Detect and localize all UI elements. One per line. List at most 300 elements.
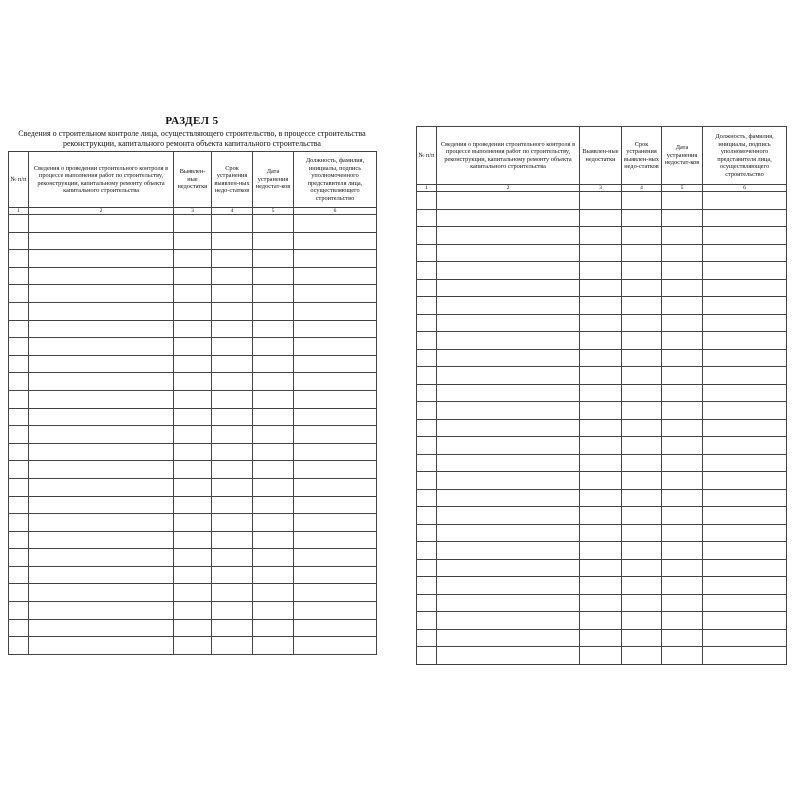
table-cell[interactable] — [580, 629, 622, 647]
table-cell[interactable] — [253, 267, 294, 285]
table-cell[interactable] — [417, 437, 437, 455]
table-cell[interactable] — [622, 367, 662, 385]
table-cell[interactable] — [174, 549, 212, 567]
table-cell[interactable] — [662, 297, 703, 315]
table-cell[interactable] — [703, 349, 787, 367]
table-cell[interactable] — [580, 472, 622, 490]
table-cell[interactable] — [437, 332, 580, 350]
table-cell[interactable] — [437, 419, 580, 437]
table-cell[interactable] — [29, 478, 174, 496]
table-cell[interactable] — [294, 285, 377, 303]
table-cell[interactable] — [437, 629, 580, 647]
table-cell[interactable] — [29, 408, 174, 426]
table-cell[interactable] — [662, 332, 703, 350]
table-cell[interactable] — [29, 619, 174, 637]
table-cell[interactable] — [294, 496, 377, 514]
table-cell[interactable] — [253, 250, 294, 268]
table-cell[interactable] — [622, 332, 662, 350]
table-cell[interactable] — [253, 320, 294, 338]
table-cell[interactable] — [9, 320, 29, 338]
table-cell[interactable] — [212, 619, 253, 637]
table-cell[interactable] — [417, 507, 437, 525]
table-cell[interactable] — [703, 227, 787, 245]
table-cell[interactable] — [212, 584, 253, 602]
table-cell[interactable] — [174, 566, 212, 584]
table-cell[interactable] — [294, 390, 377, 408]
table-cell[interactable] — [294, 267, 377, 285]
table-cell[interactable] — [174, 531, 212, 549]
table-cell[interactable] — [437, 594, 580, 612]
table-cell[interactable] — [437, 612, 580, 630]
table-cell[interactable] — [662, 227, 703, 245]
table-cell[interactable] — [703, 209, 787, 227]
table-cell[interactable] — [417, 192, 437, 210]
table-cell[interactable] — [29, 285, 174, 303]
table-cell[interactable] — [174, 408, 212, 426]
table-cell[interactable] — [662, 454, 703, 472]
table-cell[interactable] — [174, 250, 212, 268]
table-cell[interactable] — [29, 267, 174, 285]
table-cell[interactable] — [212, 267, 253, 285]
table-cell[interactable] — [212, 285, 253, 303]
table-cell[interactable] — [622, 192, 662, 210]
table-cell[interactable] — [662, 314, 703, 332]
table-cell[interactable] — [580, 419, 622, 437]
table-cell[interactable] — [253, 302, 294, 320]
table-cell[interactable] — [622, 402, 662, 420]
table-cell[interactable] — [622, 297, 662, 315]
table-cell[interactable] — [622, 524, 662, 542]
table-cell[interactable] — [417, 314, 437, 332]
table-cell[interactable] — [253, 390, 294, 408]
table-cell[interactable] — [622, 454, 662, 472]
table-cell[interactable] — [294, 584, 377, 602]
table-cell[interactable] — [174, 285, 212, 303]
table-cell[interactable] — [417, 577, 437, 595]
table-cell[interactable] — [174, 619, 212, 637]
table-cell[interactable] — [703, 647, 787, 665]
table-cell[interactable] — [437, 489, 580, 507]
table-cell[interactable] — [662, 402, 703, 420]
table-cell[interactable] — [703, 559, 787, 577]
table-cell[interactable] — [253, 408, 294, 426]
table-cell[interactable] — [662, 524, 703, 542]
table-cell[interactable] — [703, 192, 787, 210]
table-cell[interactable] — [703, 332, 787, 350]
table-cell[interactable] — [417, 262, 437, 280]
table-cell[interactable] — [294, 215, 377, 233]
table-cell[interactable] — [622, 489, 662, 507]
table-cell[interactable] — [9, 373, 29, 391]
table-cell[interactable] — [437, 454, 580, 472]
table-cell[interactable] — [294, 302, 377, 320]
table-cell[interactable] — [253, 496, 294, 514]
table-cell[interactable] — [9, 338, 29, 356]
table-cell[interactable] — [174, 496, 212, 514]
table-cell[interactable] — [417, 647, 437, 665]
table-cell[interactable] — [437, 192, 580, 210]
table-cell[interactable] — [703, 524, 787, 542]
table-cell[interactable] — [294, 602, 377, 620]
table-cell[interactable] — [580, 454, 622, 472]
table-cell[interactable] — [437, 244, 580, 262]
table-cell[interactable] — [29, 426, 174, 444]
table-cell[interactable] — [622, 629, 662, 647]
table-cell[interactable] — [212, 232, 253, 250]
table-cell[interactable] — [29, 531, 174, 549]
table-cell[interactable] — [580, 332, 622, 350]
table-cell[interactable] — [703, 612, 787, 630]
table-cell[interactable] — [253, 637, 294, 655]
table-cell[interactable] — [580, 594, 622, 612]
table-cell[interactable] — [437, 209, 580, 227]
table-cell[interactable] — [294, 232, 377, 250]
table-cell[interactable] — [174, 302, 212, 320]
table-cell[interactable] — [9, 584, 29, 602]
table-cell[interactable] — [662, 349, 703, 367]
table-cell[interactable] — [9, 250, 29, 268]
table-cell[interactable] — [662, 629, 703, 647]
table-cell[interactable] — [703, 314, 787, 332]
table-cell[interactable] — [622, 279, 662, 297]
table-cell[interactable] — [622, 437, 662, 455]
table-cell[interactable] — [622, 594, 662, 612]
table-cell[interactable] — [29, 566, 174, 584]
table-cell[interactable] — [622, 227, 662, 245]
table-cell[interactable] — [29, 390, 174, 408]
table-cell[interactable] — [580, 507, 622, 525]
table-cell[interactable] — [294, 320, 377, 338]
table-cell[interactable] — [662, 489, 703, 507]
table-cell[interactable] — [294, 250, 377, 268]
table-cell[interactable] — [703, 384, 787, 402]
table-cell[interactable] — [703, 262, 787, 280]
table-cell[interactable] — [29, 461, 174, 479]
table-cell[interactable] — [253, 285, 294, 303]
table-cell[interactable] — [703, 507, 787, 525]
table-cell[interactable] — [294, 443, 377, 461]
table-cell[interactable] — [212, 549, 253, 567]
table-cell[interactable] — [29, 496, 174, 514]
table-cell[interactable] — [437, 262, 580, 280]
table-cell[interactable] — [417, 349, 437, 367]
table-cell[interactable] — [9, 232, 29, 250]
table-cell[interactable] — [437, 279, 580, 297]
table-cell[interactable] — [174, 602, 212, 620]
table-cell[interactable] — [622, 612, 662, 630]
table-cell[interactable] — [9, 619, 29, 637]
table-cell[interactable] — [703, 297, 787, 315]
table-cell[interactable] — [417, 489, 437, 507]
table-cell[interactable] — [9, 514, 29, 532]
table-cell[interactable] — [174, 443, 212, 461]
table-cell[interactable] — [212, 373, 253, 391]
table-cell[interactable] — [580, 524, 622, 542]
table-cell[interactable] — [437, 577, 580, 595]
table-cell[interactable] — [212, 478, 253, 496]
table-cell[interactable] — [437, 314, 580, 332]
table-cell[interactable] — [253, 426, 294, 444]
table-cell[interactable] — [253, 338, 294, 356]
table-cell[interactable] — [253, 602, 294, 620]
table-cell[interactable] — [294, 531, 377, 549]
table-cell[interactable] — [174, 426, 212, 444]
table-cell[interactable] — [662, 437, 703, 455]
table-cell[interactable] — [703, 419, 787, 437]
table-cell[interactable] — [253, 355, 294, 373]
table-cell[interactable] — [9, 566, 29, 584]
table-cell[interactable] — [417, 419, 437, 437]
table-cell[interactable] — [9, 602, 29, 620]
table-cell[interactable] — [9, 390, 29, 408]
table-cell[interactable] — [622, 559, 662, 577]
table-cell[interactable] — [662, 612, 703, 630]
table-cell[interactable] — [212, 338, 253, 356]
table-cell[interactable] — [662, 647, 703, 665]
table-cell[interactable] — [253, 531, 294, 549]
table-cell[interactable] — [417, 227, 437, 245]
table-cell[interactable] — [703, 279, 787, 297]
table-cell[interactable] — [9, 496, 29, 514]
table-cell[interactable] — [174, 584, 212, 602]
table-cell[interactable] — [622, 384, 662, 402]
table-cell[interactable] — [437, 437, 580, 455]
table-cell[interactable] — [212, 496, 253, 514]
table-cell[interactable] — [662, 472, 703, 490]
table-cell[interactable] — [294, 514, 377, 532]
table-cell[interactable] — [174, 514, 212, 532]
table-cell[interactable] — [294, 355, 377, 373]
table-cell[interactable] — [29, 514, 174, 532]
table-cell[interactable] — [662, 244, 703, 262]
table-cell[interactable] — [580, 489, 622, 507]
table-cell[interactable] — [9, 302, 29, 320]
table-cell[interactable] — [29, 215, 174, 233]
table-cell[interactable] — [29, 584, 174, 602]
table-cell[interactable] — [417, 454, 437, 472]
table-cell[interactable] — [29, 302, 174, 320]
table-cell[interactable] — [703, 472, 787, 490]
table-cell[interactable] — [622, 349, 662, 367]
table-cell[interactable] — [703, 629, 787, 647]
table-cell[interactable] — [212, 320, 253, 338]
table-cell[interactable] — [580, 297, 622, 315]
table-cell[interactable] — [294, 461, 377, 479]
table-cell[interactable] — [703, 244, 787, 262]
table-cell[interactable] — [174, 461, 212, 479]
table-cell[interactable] — [622, 314, 662, 332]
table-cell[interactable] — [29, 320, 174, 338]
table-cell[interactable] — [580, 262, 622, 280]
table-cell[interactable] — [580, 209, 622, 227]
table-cell[interactable] — [622, 507, 662, 525]
table-cell[interactable] — [437, 349, 580, 367]
table-cell[interactable] — [174, 355, 212, 373]
table-cell[interactable] — [580, 349, 622, 367]
table-cell[interactable] — [580, 367, 622, 385]
table-cell[interactable] — [29, 637, 174, 655]
table-cell[interactable] — [174, 637, 212, 655]
table-cell[interactable] — [417, 472, 437, 490]
table-cell[interactable] — [9, 426, 29, 444]
table-cell[interactable] — [417, 279, 437, 297]
table-cell[interactable] — [29, 338, 174, 356]
table-cell[interactable] — [253, 566, 294, 584]
table-cell[interactable] — [417, 367, 437, 385]
table-cell[interactable] — [174, 373, 212, 391]
table-cell[interactable] — [580, 244, 622, 262]
table-cell[interactable] — [417, 332, 437, 350]
table-cell[interactable] — [9, 461, 29, 479]
table-cell[interactable] — [437, 367, 580, 385]
table-cell[interactable] — [662, 594, 703, 612]
table-cell[interactable] — [417, 629, 437, 647]
table-cell[interactable] — [29, 602, 174, 620]
table-cell[interactable] — [662, 279, 703, 297]
table-cell[interactable] — [662, 559, 703, 577]
table-cell[interactable] — [253, 373, 294, 391]
table-cell[interactable] — [417, 244, 437, 262]
table-cell[interactable] — [417, 209, 437, 227]
table-cell[interactable] — [622, 262, 662, 280]
table-cell[interactable] — [703, 454, 787, 472]
table-cell[interactable] — [580, 559, 622, 577]
table-cell[interactable] — [294, 566, 377, 584]
table-cell[interactable] — [29, 355, 174, 373]
table-cell[interactable] — [417, 297, 437, 315]
table-cell[interactable] — [622, 472, 662, 490]
table-cell[interactable] — [294, 408, 377, 426]
table-cell[interactable] — [417, 542, 437, 560]
table-cell[interactable] — [174, 232, 212, 250]
table-cell[interactable] — [253, 232, 294, 250]
table-cell[interactable] — [9, 215, 29, 233]
table-cell[interactable] — [580, 577, 622, 595]
table-cell[interactable] — [253, 514, 294, 532]
table-cell[interactable] — [662, 507, 703, 525]
table-cell[interactable] — [703, 489, 787, 507]
table-cell[interactable] — [174, 215, 212, 233]
table-cell[interactable] — [9, 355, 29, 373]
table-cell[interactable] — [437, 542, 580, 560]
table-cell[interactable] — [212, 355, 253, 373]
table-cell[interactable] — [662, 577, 703, 595]
table-cell[interactable] — [580, 647, 622, 665]
table-cell[interactable] — [580, 227, 622, 245]
table-cell[interactable] — [9, 443, 29, 461]
table-cell[interactable] — [622, 244, 662, 262]
table-cell[interactable] — [580, 437, 622, 455]
table-cell[interactable] — [9, 408, 29, 426]
table-cell[interactable] — [212, 637, 253, 655]
table-cell[interactable] — [212, 443, 253, 461]
table-cell[interactable] — [437, 297, 580, 315]
table-cell[interactable] — [174, 478, 212, 496]
table-cell[interactable] — [417, 612, 437, 630]
table-cell[interactable] — [580, 612, 622, 630]
table-cell[interactable] — [662, 262, 703, 280]
table-cell[interactable] — [662, 209, 703, 227]
table-cell[interactable] — [622, 647, 662, 665]
table-cell[interactable] — [9, 478, 29, 496]
table-cell[interactable] — [294, 549, 377, 567]
table-cell[interactable] — [437, 227, 580, 245]
table-cell[interactable] — [9, 285, 29, 303]
table-cell[interactable] — [580, 314, 622, 332]
table-cell[interactable] — [29, 549, 174, 567]
table-cell[interactable] — [253, 549, 294, 567]
table-cell[interactable] — [662, 367, 703, 385]
table-cell[interactable] — [703, 542, 787, 560]
table-cell[interactable] — [417, 402, 437, 420]
table-cell[interactable] — [294, 338, 377, 356]
table-cell[interactable] — [29, 250, 174, 268]
table-cell[interactable] — [662, 384, 703, 402]
table-cell[interactable] — [622, 577, 662, 595]
table-cell[interactable] — [212, 566, 253, 584]
table-cell[interactable] — [580, 542, 622, 560]
table-cell[interactable] — [212, 514, 253, 532]
table-cell[interactable] — [437, 402, 580, 420]
table-cell[interactable] — [294, 637, 377, 655]
table-cell[interactable] — [437, 647, 580, 665]
table-cell[interactable] — [417, 594, 437, 612]
table-cell[interactable] — [174, 338, 212, 356]
table-cell[interactable] — [253, 461, 294, 479]
table-cell[interactable] — [437, 559, 580, 577]
table-cell[interactable] — [212, 408, 253, 426]
table-cell[interactable] — [212, 390, 253, 408]
table-cell[interactable] — [9, 637, 29, 655]
table-cell[interactable] — [294, 426, 377, 444]
table-cell[interactable] — [29, 373, 174, 391]
table-cell[interactable] — [253, 478, 294, 496]
table-cell[interactable] — [580, 384, 622, 402]
table-cell[interactable] — [622, 542, 662, 560]
table-cell[interactable] — [29, 232, 174, 250]
table-cell[interactable] — [212, 602, 253, 620]
table-cell[interactable] — [622, 209, 662, 227]
table-cell[interactable] — [437, 472, 580, 490]
table-cell[interactable] — [212, 461, 253, 479]
table-cell[interactable] — [294, 619, 377, 637]
table-cell[interactable] — [174, 267, 212, 285]
table-cell[interactable] — [253, 584, 294, 602]
table-cell[interactable] — [417, 384, 437, 402]
table-cell[interactable] — [703, 437, 787, 455]
table-cell[interactable] — [174, 390, 212, 408]
table-cell[interactable] — [437, 524, 580, 542]
table-cell[interactable] — [212, 531, 253, 549]
table-cell[interactable] — [294, 478, 377, 496]
table-cell[interactable] — [703, 577, 787, 595]
table-cell[interactable] — [29, 443, 174, 461]
table-cell[interactable] — [622, 419, 662, 437]
table-cell[interactable] — [437, 507, 580, 525]
table-cell[interactable] — [662, 419, 703, 437]
table-cell[interactable] — [212, 302, 253, 320]
table-cell[interactable] — [9, 267, 29, 285]
table-cell[interactable] — [703, 367, 787, 385]
table-cell[interactable] — [212, 250, 253, 268]
table-cell[interactable] — [212, 215, 253, 233]
table-cell[interactable] — [580, 192, 622, 210]
table-cell[interactable] — [253, 619, 294, 637]
table-cell[interactable] — [437, 384, 580, 402]
table-cell[interactable] — [294, 373, 377, 391]
table-cell[interactable] — [580, 402, 622, 420]
table-cell[interactable] — [703, 402, 787, 420]
